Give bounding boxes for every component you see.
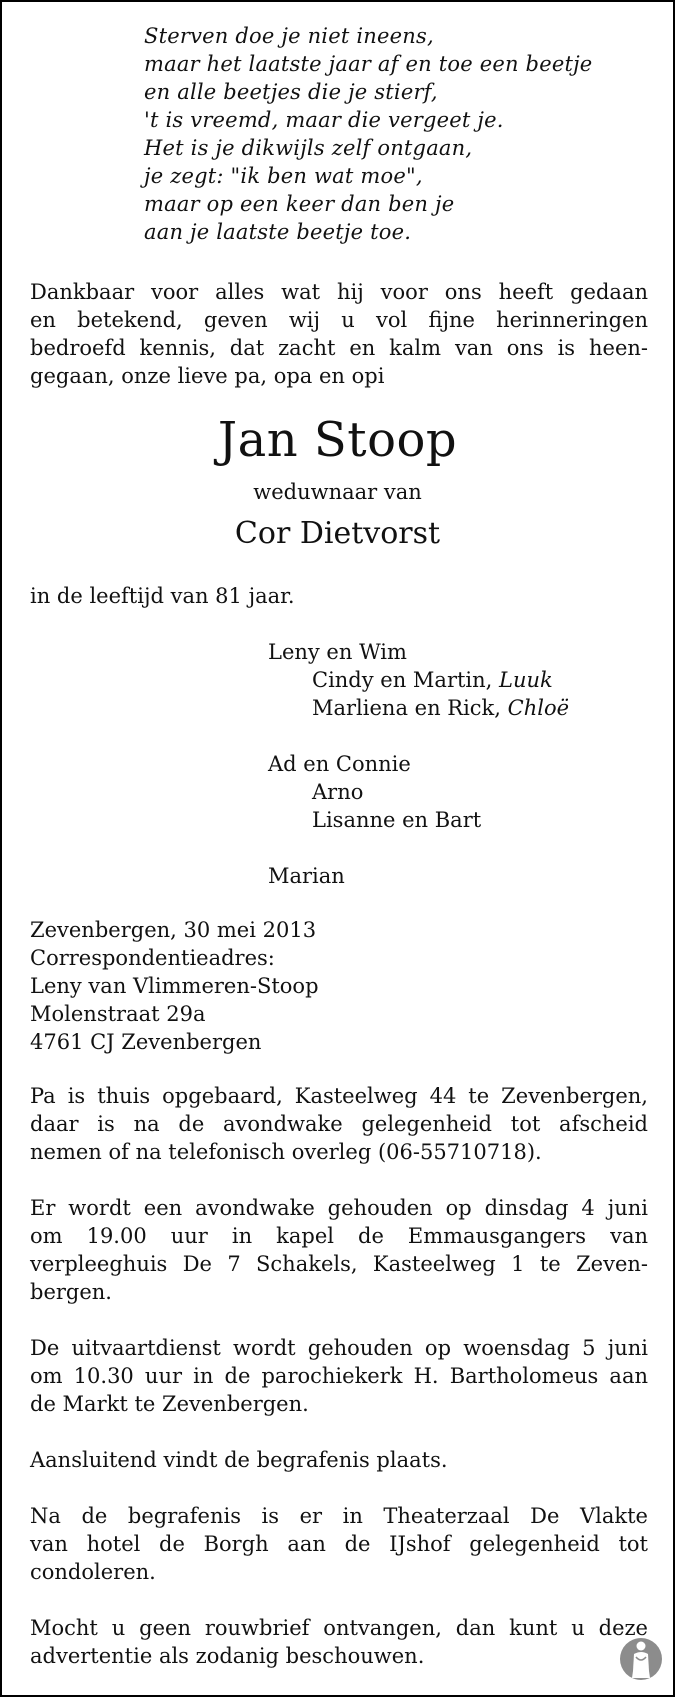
intro-line: gegaan, onze lieve pa, opa en opi (30, 364, 385, 388)
great-grandchild-name: Chloë (507, 696, 570, 720)
logo-body (633, 1652, 649, 1673)
poem-line: je zegt: "ik ben wat moe", (144, 164, 423, 188)
grandchild-entry (268, 666, 569, 694)
paragraph-line: verpleeghuis De 7 Schakels, Kasteelweg 1 te Zeven- (30, 1252, 648, 1276)
paragraph-line: van hotel de Borgh aan de IJshof gelegenheid tot (30, 1532, 648, 1556)
poem-line: maar op een keer dan ben je (144, 192, 455, 216)
paragraph-line: Na de begrafenis is er in Theaterzaal De Vlakte (30, 1504, 648, 1528)
address-line: Zevenbergen, 30 mei 2013 (30, 918, 317, 942)
address-line: Molenstraat 29a (30, 1002, 206, 1026)
logo-base (632, 1671, 650, 1678)
family-group (268, 862, 569, 890)
relation-label: weduwnaar van (253, 480, 422, 504)
paragraph-line: advertentie als zodanig beschouwen. (30, 1644, 425, 1668)
poem-line: aan je laatste beetje toe. (144, 220, 412, 244)
grandchild-names: Cindy en Martin, (312, 668, 500, 692)
intro-line: en betekend, geven wij u vol fijne herinneringen (30, 308, 648, 332)
paragraph-line: Er wordt een avondwake gehouden op dinsdag 4 juni (30, 1196, 648, 1220)
family-group (268, 750, 569, 834)
correspondence-address (30, 916, 319, 1056)
paragraph-line: bergen. (30, 1280, 112, 1304)
deceased-name: Jan Stoop (217, 412, 458, 468)
grandchild-names: Marliena en Rick, (312, 696, 508, 720)
paragraph-line: Aansluitend vindt de begrafenis plaats. (30, 1448, 448, 1472)
paragraph-line: om 19.00 uur in kapel de Emmausgangers van (30, 1224, 648, 1248)
poem-line: 't is vreemd, maar die vergeet je. (144, 108, 504, 132)
poem-line: en alle beetjes die je stierf, (144, 80, 438, 104)
poem-line: maar het laatste jaar af en toe een beetje (144, 52, 593, 76)
paragraph-line: daar is na de avondwake gelegenheid tot afscheid (30, 1112, 648, 1136)
paragraph-line: om 10.30 uur in de parochiekerk H. Bartholomeus aan (30, 1364, 648, 1388)
family-head: Ad en Connie (268, 752, 411, 776)
spouse-name: Cor Dietvorst (234, 516, 441, 551)
grandchild-names: Lisanne en Bart (312, 808, 482, 832)
paragraph-condolences (30, 1502, 648, 1586)
grandchild-entry (268, 694, 569, 722)
poem-line: Sterven doe je niet ineens, (144, 24, 434, 48)
intro-line: Dankbaar voor alles wat hij voor ons heeft gedaan (30, 280, 648, 304)
address-line: 4761 CJ Zevenbergen (30, 1030, 262, 1054)
paragraph-line: nemen of na telefonisch overleg (06-55710718). (30, 1140, 542, 1164)
grandchild-names: Arno (312, 780, 364, 804)
paragraph-line: Pa is thuis opgebaard, Kasteelweg 44 te Zevenbergen, (30, 1084, 648, 1108)
address-line: Correspondentieadres: (30, 946, 275, 970)
intro-line: bedroefd kennis, dat zacht en kalm van ons is heen- (30, 336, 648, 360)
poem-line: Het is je dikwijls zelf ontgaan, (144, 136, 473, 160)
family-head: Leny en Wim (268, 640, 407, 664)
poem (144, 22, 644, 246)
grandchild-entry (268, 778, 569, 806)
address-line: Leny van Vlimmeren-Stoop (30, 974, 319, 998)
family-list (268, 638, 569, 918)
paragraph-vigil (30, 1194, 648, 1306)
family-group (268, 638, 569, 722)
mourning-figure-icon (619, 1633, 663, 1685)
paragraph-notice (30, 1614, 648, 1670)
paragraph-viewing (30, 1082, 648, 1166)
paragraph-line: condoleren. (30, 1560, 156, 1584)
paragraph-funeral-service (30, 1334, 648, 1418)
announcement-intro (30, 278, 648, 390)
family-head: Marian (268, 864, 345, 888)
paragraph-line: de Markt te Zevenbergen. (30, 1392, 309, 1416)
paragraph-line: Mocht u geen rouwbrief ontvangen, dan kunt u deze (30, 1616, 648, 1640)
paragraph-line: De uitvaartdienst wordt gehouden op woensdag 5 juni (30, 1336, 648, 1360)
grandchild-entry (268, 806, 569, 834)
age-statement: in de leeftijd van 81 jaar. (30, 584, 295, 608)
arrangements-text (30, 1082, 648, 1698)
logo-head (637, 1642, 646, 1651)
great-grandchild-name: Luuk (499, 668, 553, 692)
paragraph-burial (30, 1446, 648, 1474)
